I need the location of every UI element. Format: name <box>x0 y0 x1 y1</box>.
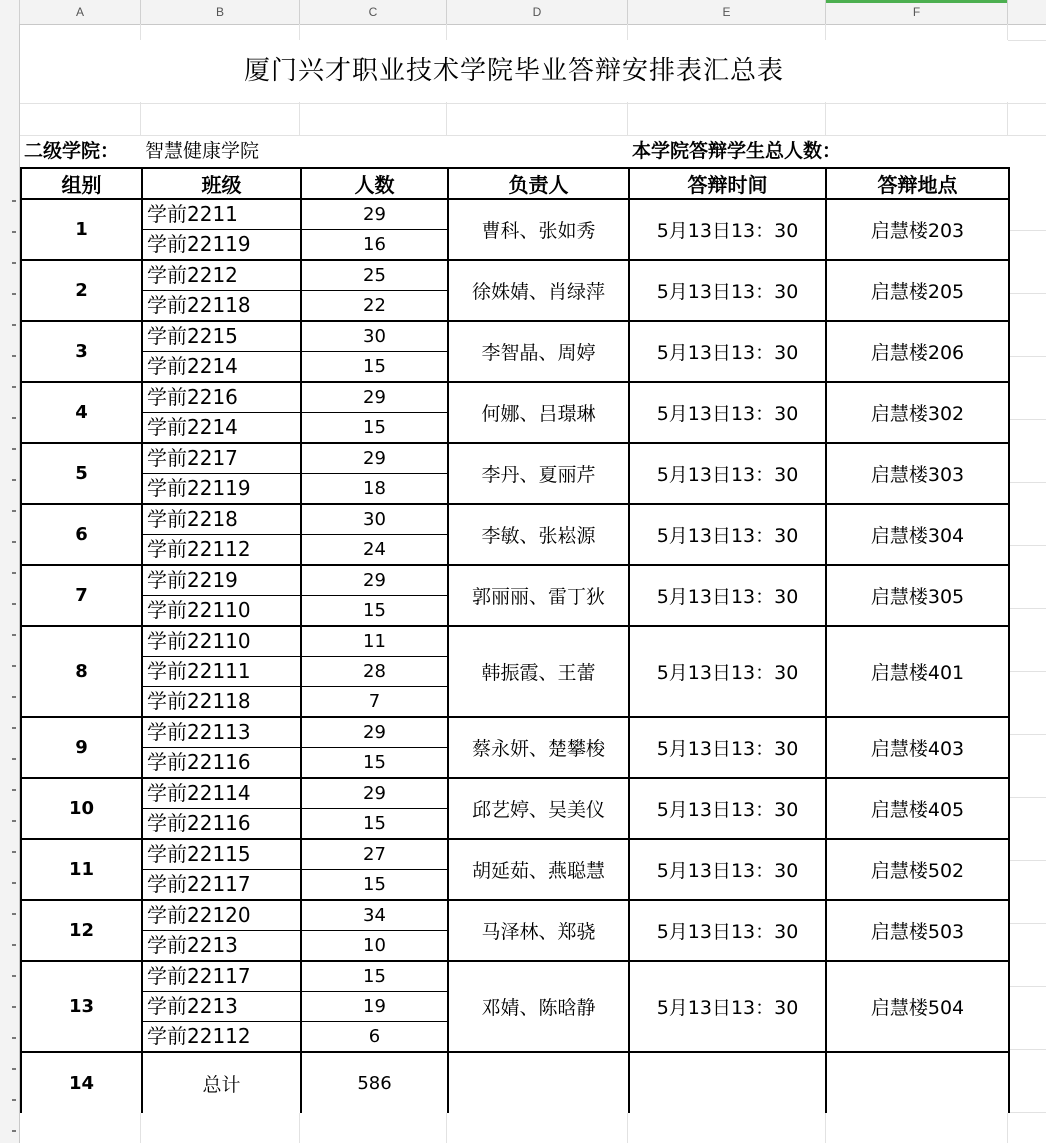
class-cell[interactable]: 学前22113 <box>142 717 301 748</box>
class-cell[interactable]: 学前2214 <box>142 413 301 444</box>
count-cell[interactable]: 25 <box>301 260 448 291</box>
count-cell[interactable]: 27 <box>301 839 448 870</box>
college-name[interactable]: 智慧健康学院 <box>145 140 260 162</box>
group-number-cell[interactable]: 12 <box>21 900 142 961</box>
count-cell[interactable]: 7 <box>301 687 448 718</box>
row-header-tick <box>12 1068 16 1070</box>
row-header-tick <box>12 1099 16 1101</box>
class-cell[interactable]: 学前2211 <box>142 199 301 230</box>
time-cell[interactable]: 5月13日13：30 <box>629 839 826 900</box>
class-cell[interactable]: 学前2213 <box>142 931 301 962</box>
count-cell[interactable]: 15 <box>301 596 448 627</box>
count-cell[interactable]: 29 <box>301 778 448 809</box>
row-header-tick <box>12 634 16 636</box>
college-label: 二级学院： <box>24 140 120 162</box>
row-header-tick <box>12 386 16 388</box>
row-header-tick <box>12 231 16 233</box>
column-header-a[interactable]: A <box>20 0 141 24</box>
grid-line <box>1009 230 1046 231</box>
class-cell[interactable]: 学前22117 <box>142 961 301 992</box>
class-cell[interactable]: 学前22111 <box>142 657 301 687</box>
group-number-cell[interactable]: 13 <box>21 961 142 1052</box>
column-header-d[interactable]: D <box>447 0 628 24</box>
total-count-cell[interactable]: 586 <box>301 1052 448 1113</box>
leader-cell[interactable]: 李智晶、周婷 <box>448 321 629 382</box>
class-cell[interactable]: 学前2212 <box>142 260 301 291</box>
row-header-tick <box>12 1006 16 1008</box>
table-row <box>21 382 1009 413</box>
total-label-cell[interactable]: 总计 <box>142 1052 301 1113</box>
leader-cell[interactable]: 何娜、吕璟琳 <box>448 382 629 443</box>
class-cell[interactable]: 学前2214 <box>142 352 301 383</box>
grid-line <box>1009 923 1046 924</box>
class-cell[interactable]: 学前2219 <box>142 565 301 596</box>
table-row <box>21 717 1009 748</box>
grid-line <box>1009 986 1046 987</box>
group-number-cell[interactable]: 10 <box>21 778 142 839</box>
row-header-tick <box>12 913 16 915</box>
header-place[interactable]: 答辩地点 <box>826 168 1009 199</box>
place-cell[interactable]: 启慧楼303 <box>826 443 1009 504</box>
group-number-cell[interactable]: 2 <box>21 260 142 321</box>
row-header-tick <box>12 355 16 357</box>
count-cell[interactable]: 29 <box>301 565 448 596</box>
grid-line <box>1009 797 1046 798</box>
row-header-tick <box>12 789 16 791</box>
place-cell[interactable]: 启慧楼206 <box>826 321 1009 382</box>
class-cell[interactable]: 学前2215 <box>142 321 301 352</box>
count-cell[interactable]: 29 <box>301 382 448 413</box>
time-cell[interactable]: 5月13日13：30 <box>629 961 826 1052</box>
count-cell[interactable]: 18 <box>301 474 448 505</box>
place-cell[interactable]: 启慧楼401 <box>826 626 1009 717</box>
count-cell[interactable]: 6 <box>301 1022 448 1053</box>
grid-line <box>1009 419 1046 420</box>
count-cell[interactable]: 15 <box>301 961 448 992</box>
table-header-row <box>21 168 1009 199</box>
count-cell[interactable]: 19 <box>301 992 448 1022</box>
count-cell[interactable]: 30 <box>301 321 448 352</box>
row-header-tick <box>12 541 16 543</box>
group-number-cell[interactable]: 5 <box>21 443 142 504</box>
row-header-tick <box>12 944 16 946</box>
grid-line <box>20 103 1046 104</box>
total-leader-cell[interactable] <box>448 1052 629 1113</box>
time-cell[interactable]: 5月13日13：30 <box>629 900 826 961</box>
place-cell[interactable]: 启慧楼305 <box>826 565 1009 626</box>
row-header-tick <box>12 603 16 605</box>
row-header-tick <box>12 820 16 822</box>
count-cell[interactable]: 15 <box>301 870 448 901</box>
group-number-cell[interactable]: 6 <box>21 504 142 565</box>
leader-cell[interactable]: 马泽林、郑骁 <box>448 900 629 961</box>
time-cell[interactable]: 5月13日13：30 <box>629 260 826 321</box>
time-cell[interactable]: 5月13日13：30 <box>629 504 826 565</box>
count-cell[interactable]: 10 <box>301 931 448 962</box>
count-cell[interactable]: 29 <box>301 443 448 474</box>
grid-line <box>1009 734 1046 735</box>
table-row <box>21 839 1009 870</box>
class-cell[interactable]: 学前22116 <box>142 809 301 840</box>
class-cell[interactable]: 学前22119 <box>142 474 301 505</box>
defense-schedule-table <box>20 167 1010 1113</box>
class-cell[interactable]: 学前22117 <box>142 870 301 901</box>
count-cell[interactable]: 11 <box>301 626 448 657</box>
total-group-number-cell[interactable]: 14 <box>21 1052 142 1113</box>
column-header-f[interactable]: F <box>826 0 1008 24</box>
place-cell[interactable]: 启慧楼304 <box>826 504 1009 565</box>
row-header-tick <box>12 665 16 667</box>
group-number-cell[interactable]: 4 <box>21 382 142 443</box>
class-cell[interactable]: 学前22119 <box>142 230 301 261</box>
time-cell[interactable]: 5月13日13：30 <box>629 778 826 839</box>
class-cell[interactable]: 学前22120 <box>142 900 301 931</box>
column-header-c[interactable]: C <box>300 0 447 24</box>
class-cell[interactable]: 学前2218 <box>142 504 301 535</box>
table-row <box>21 199 1009 230</box>
count-cell[interactable]: 16 <box>301 230 448 261</box>
leader-cell[interactable]: 曹科、张如秀 <box>448 199 629 260</box>
header-class[interactable]: 班级 <box>142 168 301 199</box>
count-cell[interactable]: 29 <box>301 199 448 230</box>
time-cell[interactable]: 5月13日13：30 <box>629 382 826 443</box>
count-cell[interactable]: 24 <box>301 535 448 566</box>
grid-line <box>1009 671 1046 672</box>
leader-cell[interactable]: 胡延茹、燕聪慧 <box>448 839 629 900</box>
total-place-cell[interactable] <box>826 1052 1009 1113</box>
place-cell[interactable]: 启慧楼403 <box>826 717 1009 778</box>
header-group[interactable]: 组别 <box>21 168 142 199</box>
count-cell[interactable]: 15 <box>301 748 448 779</box>
class-cell[interactable]: 学前22110 <box>142 596 301 627</box>
group-number-cell[interactable]: 1 <box>21 199 142 260</box>
class-cell[interactable]: 学前22118 <box>142 291 301 322</box>
class-cell[interactable]: 学前22112 <box>142 1022 301 1053</box>
table-row <box>21 626 1009 657</box>
table-row <box>21 778 1009 809</box>
row-header-gutter[interactable] <box>0 24 20 1143</box>
leader-cell[interactable]: 蔡永妍、楚攀梭 <box>448 717 629 778</box>
class-cell[interactable]: 学前2216 <box>142 382 301 413</box>
grid-line <box>1009 293 1046 294</box>
class-cell[interactable]: 学前2217 <box>142 443 301 474</box>
page-title: 厦门兴才职业技术学院毕业答辩安排表汇总表 <box>20 40 1008 102</box>
row-header-tick <box>12 727 16 729</box>
grid-line <box>1009 482 1046 483</box>
table-row <box>21 900 1009 931</box>
time-cell[interactable]: 5月13日13：30 <box>629 626 826 717</box>
count-cell[interactable]: 30 <box>301 504 448 535</box>
total-students-label: 本学院答辩学生总人数： <box>632 140 842 162</box>
table-row <box>21 504 1009 535</box>
class-cell[interactable]: 学前22114 <box>142 778 301 809</box>
leader-cell[interactable]: 李丹、夏丽芹 <box>448 443 629 504</box>
count-cell[interactable]: 15 <box>301 809 448 840</box>
select-all-corner[interactable] <box>0 0 20 24</box>
leader-cell[interactable]: 李敏、张崧源 <box>448 504 629 565</box>
count-cell[interactable]: 15 <box>301 413 448 444</box>
row-header-tick <box>12 324 16 326</box>
row-header-tick <box>12 510 16 512</box>
leader-cell[interactable]: 韩振霞、王蕾 <box>448 626 629 717</box>
leader-cell[interactable]: 邱艺婷、吴美仪 <box>448 778 629 839</box>
count-cell[interactable]: 29 <box>301 717 448 748</box>
group-number-cell[interactable]: 9 <box>21 717 142 778</box>
place-cell[interactable]: 启慧楼503 <box>826 900 1009 961</box>
row-header-tick <box>12 572 16 574</box>
table-row <box>21 961 1009 992</box>
header-count[interactable]: 人数 <box>301 168 448 199</box>
column-header-bar <box>0 0 1046 25</box>
count-cell[interactable]: 28 <box>301 657 448 687</box>
place-cell[interactable]: 启慧楼502 <box>826 839 1009 900</box>
grid-line <box>1009 1112 1046 1113</box>
row-header-tick <box>12 262 16 264</box>
table-row <box>21 443 1009 474</box>
place-cell[interactable]: 启慧楼203 <box>826 199 1009 260</box>
row-header-tick <box>12 293 16 295</box>
total-time-cell[interactable] <box>629 1052 826 1113</box>
row-header-tick <box>12 479 16 481</box>
count-cell[interactable]: 22 <box>301 291 448 322</box>
class-cell[interactable]: 学前22116 <box>142 748 301 779</box>
class-cell[interactable]: 学前22118 <box>142 687 301 718</box>
class-cell[interactable]: 学前22115 <box>142 839 301 870</box>
time-cell[interactable]: 5月13日13：30 <box>629 443 826 504</box>
row-header-tick <box>12 448 16 450</box>
header-time[interactable]: 答辩时间 <box>629 168 826 199</box>
table-row <box>21 260 1009 291</box>
column-header-e[interactable]: E <box>628 0 826 24</box>
grid-line <box>1009 545 1046 546</box>
group-number-cell[interactable]: 11 <box>21 839 142 900</box>
row-header-tick <box>12 851 16 853</box>
class-cell[interactable]: 学前22110 <box>142 626 301 657</box>
grid-line <box>1009 608 1046 609</box>
grid-line <box>1009 356 1046 357</box>
table-row <box>21 321 1009 352</box>
grid-line <box>1009 860 1046 861</box>
grid-line <box>1009 1049 1046 1050</box>
time-cell[interactable]: 5月13日13：30 <box>629 199 826 260</box>
table-row <box>21 565 1009 596</box>
total-row <box>21 1052 1009 1113</box>
place-cell[interactable]: 启慧楼405 <box>826 778 1009 839</box>
row-header-tick <box>12 417 16 419</box>
header-leader[interactable]: 负责人 <box>448 168 629 199</box>
count-cell[interactable]: 34 <box>301 900 448 931</box>
row-header-tick <box>12 975 16 977</box>
class-cell[interactable]: 学前2213 <box>142 992 301 1022</box>
place-cell[interactable]: 启慧楼302 <box>826 382 1009 443</box>
row-header-tick <box>12 1037 16 1039</box>
row-header-tick <box>12 200 16 202</box>
column-header-b[interactable]: B <box>141 0 300 24</box>
group-number-cell[interactable]: 3 <box>21 321 142 382</box>
group-number-cell[interactable]: 8 <box>21 626 142 717</box>
count-cell[interactable]: 15 <box>301 352 448 383</box>
place-cell[interactable]: 启慧楼504 <box>826 961 1009 1052</box>
leader-cell[interactable]: 郭丽丽、雷丁狄 <box>448 565 629 626</box>
leader-cell[interactable]: 徐姝婧、肖绿萍 <box>448 260 629 321</box>
time-cell[interactable]: 5月13日13：30 <box>629 717 826 778</box>
row-header-tick <box>12 696 16 698</box>
time-cell[interactable]: 5月13日13：30 <box>629 321 826 382</box>
leader-cell[interactable]: 邓婧、陈晗静 <box>448 961 629 1052</box>
group-number-cell[interactable]: 7 <box>21 565 142 626</box>
row-header-tick <box>12 882 16 884</box>
class-cell[interactable]: 学前22112 <box>142 535 301 566</box>
place-cell[interactable]: 启慧楼205 <box>826 260 1009 321</box>
row-header-tick <box>12 1130 16 1132</box>
row-header-tick <box>12 758 16 760</box>
time-cell[interactable]: 5月13日13：30 <box>629 565 826 626</box>
